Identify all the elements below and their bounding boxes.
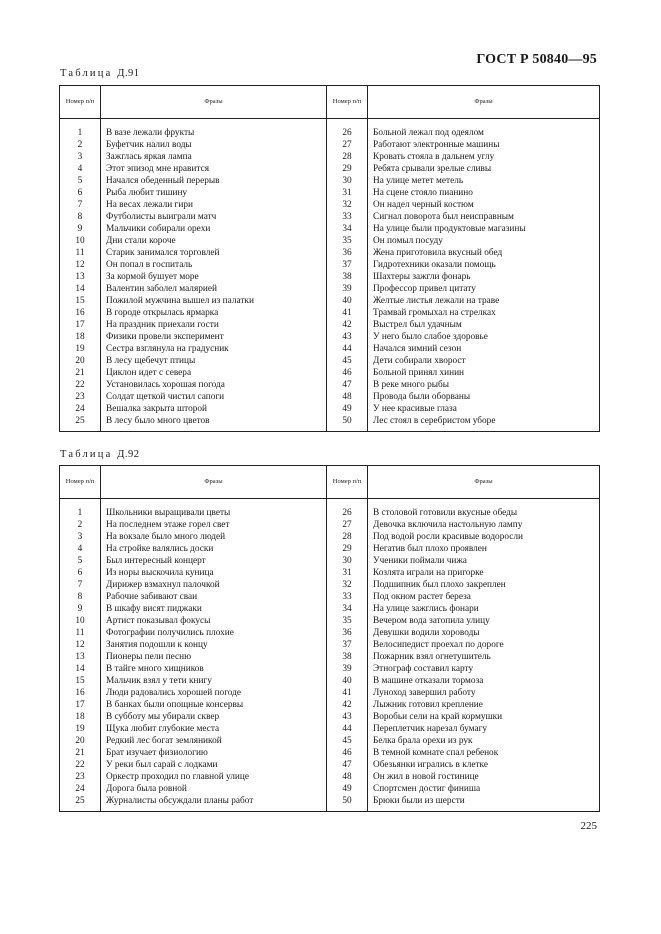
row-number-cell: 36 [327, 627, 368, 639]
table-row [60, 187, 600, 199]
phrase-cell: Обезьянки игрались в клетке [368, 759, 600, 771]
phrase-cell: На сцене стояло пианино [368, 187, 600, 199]
phrase-cell: Козлята играли на пригорке [368, 567, 600, 579]
row-number-cell: 49 [327, 403, 368, 415]
phrase-cell: Из норы выскочила куница [101, 567, 327, 579]
row-number-cell: 37 [327, 259, 368, 271]
row-number-cell: 9 [60, 603, 101, 615]
row-number-cell: 24 [60, 403, 101, 415]
phrase-cell: На улице метет метель [368, 175, 600, 187]
phrase-cell: Переплетчик нарезал бумагу [368, 723, 600, 735]
row-number-cell: 17 [60, 319, 101, 331]
table-row [60, 223, 600, 235]
phrase-cell: В реке много рыбы [368, 379, 600, 391]
phrase-cell: Дорога была ровной [101, 783, 327, 795]
table-row [60, 331, 600, 343]
page-number: 225 [580, 820, 597, 832]
table-row [60, 759, 600, 771]
row-number-cell: 19 [60, 343, 101, 355]
phrase-cell: Провода были оборваны [368, 391, 600, 403]
table-row [60, 771, 600, 783]
phrase-cell: Выстрел был удачным [368, 319, 600, 331]
row-number-cell: 6 [60, 187, 101, 199]
row-number-cell: 13 [60, 651, 101, 663]
phrase-cell: Жена приготовила вкусный обед [368, 247, 600, 259]
row-number-cell: 12 [60, 259, 101, 271]
phrase-cell: Солдат щеткой чистил сапоги [101, 391, 327, 403]
row-number-cell: 31 [327, 187, 368, 199]
row-number-cell: 17 [60, 699, 101, 711]
table-row [60, 175, 600, 187]
row-number-cell: 42 [327, 319, 368, 331]
row-number-cell: 31 [327, 567, 368, 579]
phrase-cell: На вокзале было много людей [101, 531, 327, 543]
table-row [60, 783, 600, 795]
row-number-cell: 15 [60, 295, 101, 307]
phrase-cell: Он жил в новой гостинице [368, 771, 600, 783]
phrase-cell: Школьники выращивали цветы [101, 507, 327, 519]
row-number-cell: 38 [327, 271, 368, 283]
row-number-cell: 25 [60, 415, 101, 432]
phrase-cell: Зажглась яркая лампа [101, 151, 327, 163]
table-row [60, 151, 600, 163]
phrase-cell: Он надел черный костюм [368, 199, 600, 211]
row-number-cell: 32 [327, 579, 368, 591]
col-header-number: Номер п/п [327, 86, 368, 119]
phrase-cell: Лыжник готовил крепление [368, 699, 600, 711]
caption-number: Д.92 [117, 449, 140, 460]
phrase-cell: В столовой готовили вкусные обеды [368, 507, 600, 519]
phrase-cell: В субботу мы убирали сквер [101, 711, 327, 723]
table-row [60, 211, 600, 223]
row-number-cell: 3 [60, 151, 101, 163]
row-number-cell: 20 [60, 735, 101, 747]
phrase-cell: Вечером вода затопила улицу [368, 615, 600, 627]
table-row [60, 531, 600, 543]
phrase-cell: В вазе лежали фрукты [101, 127, 327, 139]
row-number-cell: 9 [60, 223, 101, 235]
phrase-cell: Девушки водили хороводы [368, 627, 600, 639]
table-row [60, 259, 600, 271]
phrase-cell: Он попал в госпиталь [101, 259, 327, 271]
spacer-cell [101, 119, 327, 128]
row-number-cell: 50 [327, 795, 368, 812]
phrase-cell: Мальчики собирали орехи [101, 223, 327, 235]
row-number-cell: 41 [327, 687, 368, 699]
row-number-cell: 40 [327, 675, 368, 687]
phrase-cell: Кровать стояла в дальнем углу [368, 151, 600, 163]
table-row [60, 639, 600, 651]
standard-designation: ГОСТ Р 50840—95 [476, 52, 597, 67]
row-number-cell: 8 [60, 211, 101, 223]
table-row [60, 355, 600, 367]
phrase-cell: В городе открылась ярмарка [101, 307, 327, 319]
phrase-cell: Больной принял хинин [368, 367, 600, 379]
phrase-cell: Начался обеденный перерыв [101, 175, 327, 187]
row-number-cell: 45 [327, 735, 368, 747]
row-number-cell: 10 [60, 235, 101, 247]
table-row [60, 795, 600, 812]
row-number-cell: 11 [60, 627, 101, 639]
row-number-cell: 20 [60, 355, 101, 367]
row-number-cell: 41 [327, 307, 368, 319]
row-number-cell: 35 [327, 235, 368, 247]
phrase-cell: Буфетчик налил воды [101, 139, 327, 151]
phrase-cell: Физики провели эксперимент [101, 331, 327, 343]
row-number-cell: 45 [327, 355, 368, 367]
row-number-cell: 15 [60, 675, 101, 687]
phrase-cell: Валентин заболел малярией [101, 283, 327, 295]
phrase-cell: Негатив был плохо проявлен [368, 543, 600, 555]
row-number-cell: 30 [327, 175, 368, 187]
phrase-cell: Циклон идет с севера [101, 367, 327, 379]
phrase-cell: Редкий лес богат земляникой [101, 735, 327, 747]
phrase-cell: Журналисты обсуждали планы работ [101, 795, 327, 812]
col-header-phrases: Фразы [101, 466, 327, 499]
phrase-cell: У него было слабое здоровье [368, 331, 600, 343]
row-number-cell: 44 [327, 343, 368, 355]
row-number-cell: 26 [327, 507, 368, 519]
phrase-cell: Белка брала орехи из рук [368, 735, 600, 747]
phrase-cell: Вешалка закрыта шторой [101, 403, 327, 415]
table-row [60, 271, 600, 283]
row-number-cell: 34 [327, 223, 368, 235]
table-row [60, 687, 600, 699]
table-row [60, 519, 600, 531]
row-number-cell: 2 [60, 139, 101, 151]
phrase-cell: В лесу щебечут птицы [101, 355, 327, 367]
table-row [60, 367, 600, 379]
table-row [60, 675, 600, 687]
phrase-cell: Дни стали короче [101, 235, 327, 247]
phrase-cell: Этот эпизод мне нравится [101, 163, 327, 175]
phrase-cell: На улице зажглись фонари [368, 603, 600, 615]
table-row [60, 139, 600, 151]
spacer-cell [101, 499, 327, 508]
row-number-cell: 8 [60, 591, 101, 603]
phrase-cell: Щука любит глубокие места [101, 723, 327, 735]
table-row [60, 735, 600, 747]
row-number-cell: 27 [327, 139, 368, 151]
caption-number: Д.91 [117, 68, 140, 79]
row-number-cell: 3 [60, 531, 101, 543]
row-number-cell: 7 [60, 579, 101, 591]
phrase-cell: Ребята срывали зрелые сливы [368, 163, 600, 175]
phrase-cell: Установилась хорошая погода [101, 379, 327, 391]
caption-prefix: Таблица [60, 68, 113, 79]
row-number-cell: 4 [60, 163, 101, 175]
table-row [60, 235, 600, 247]
row-number-cell: 16 [60, 307, 101, 319]
row-number-cell: 18 [60, 711, 101, 723]
phrase-cell: Сестра взглянула на градусник [101, 343, 327, 355]
row-number-cell: 18 [60, 331, 101, 343]
table-row [60, 343, 600, 355]
spacer-row [60, 119, 600, 128]
table-row [60, 663, 600, 675]
phrase-cell: У нее красивые глаза [368, 403, 600, 415]
phrase-cell: В лесу было много цветов [101, 415, 327, 432]
col-header-phrases: Фразы [368, 466, 600, 499]
row-number-cell: 49 [327, 783, 368, 795]
phrase-cell: В банках были опощные консервы [101, 699, 327, 711]
row-number-cell: 33 [327, 591, 368, 603]
row-number-cell: 38 [327, 651, 368, 663]
spacer-cell [60, 499, 101, 508]
row-number-cell: 43 [327, 711, 368, 723]
table-row [60, 555, 600, 567]
spacer-cell [327, 499, 368, 508]
phrase-cell: Фотографии получились плохие [101, 627, 327, 639]
table-row [60, 391, 600, 403]
row-number-cell: 19 [60, 723, 101, 735]
phrase-cell: Пожарник взял огнетушитель [368, 651, 600, 663]
table-row [60, 651, 600, 663]
spacer-cell [368, 119, 600, 128]
phrase-cell: Пионеры пели песню [101, 651, 327, 663]
phrase-cell: Он помыл посуду [368, 235, 600, 247]
phrase-cell: Под окном растет береза [368, 591, 600, 603]
row-number-cell: 46 [327, 367, 368, 379]
phrase-cell: Подшипник был плохо закреплен [368, 579, 600, 591]
row-number-cell: 47 [327, 759, 368, 771]
phrase-cell: На последнем этаже горел свет [101, 519, 327, 531]
phrase-cell: В шкафу висят пиджаки [101, 603, 327, 615]
phrase-cell: Воробьи сели на край кормушки [368, 711, 600, 723]
table-row [60, 615, 600, 627]
phrase-cell: В машине отказали тормоза [368, 675, 600, 687]
table-row [60, 319, 600, 331]
phrase-cell: В темной комнате спал ребенок [368, 747, 600, 759]
row-number-cell: 4 [60, 543, 101, 555]
phrase-cell: В тайге много хищников [101, 663, 327, 675]
table-row [60, 579, 600, 591]
table-row [60, 711, 600, 723]
row-number-cell: 34 [327, 603, 368, 615]
row-number-cell: 25 [60, 795, 101, 812]
table-row [60, 127, 600, 139]
phrase-cell: Этнограф составил карту [368, 663, 600, 675]
row-number-cell: 12 [60, 639, 101, 651]
row-number-cell: 46 [327, 747, 368, 759]
phrase-cell: Лес стоял в серебристом уборе [368, 415, 600, 432]
phrase-cell: На праздник приехали гости [101, 319, 327, 331]
phrase-cell: Велосипедист проехал по дороге [368, 639, 600, 651]
row-number-cell: 13 [60, 271, 101, 283]
phrase-cell: Гидротехники оказали помощь [368, 259, 600, 271]
phrase-cell: Был интересный концерт [101, 555, 327, 567]
table-row [60, 379, 600, 391]
table-row [60, 747, 600, 759]
phrases-table-d92 [59, 465, 600, 812]
phrase-cell: Дирижер взмахнул палочкой [101, 579, 327, 591]
row-number-cell: 10 [60, 615, 101, 627]
col-header-phrases: Фразы [368, 86, 600, 119]
row-number-cell: 24 [60, 783, 101, 795]
row-number-cell: 28 [327, 531, 368, 543]
row-number-cell: 22 [60, 759, 101, 771]
table-caption-d92 [60, 449, 140, 460]
table-row [60, 415, 600, 432]
table-row [60, 403, 600, 415]
phrase-cell: Спортсмен достиг финиша [368, 783, 600, 795]
spacer-cell [368, 499, 600, 508]
row-number-cell: 40 [327, 295, 368, 307]
caption-prefix: Таблица [60, 449, 113, 460]
table-row [60, 163, 600, 175]
phrase-cell: Желтые листья лежали на траве [368, 295, 600, 307]
row-number-cell: 42 [327, 699, 368, 711]
spacer-row [60, 499, 600, 508]
col-header-number: Номер п/п [60, 466, 101, 499]
row-number-cell: 7 [60, 199, 101, 211]
phrase-cell: Луноход завершил работу [368, 687, 600, 699]
table-row [60, 699, 600, 711]
row-number-cell: 23 [60, 391, 101, 403]
row-number-cell: 39 [327, 663, 368, 675]
phrase-cell: Пожилой мужчина вышел из палатки [101, 295, 327, 307]
phrase-cell: За кормой бушует море [101, 271, 327, 283]
table-row [60, 543, 600, 555]
phrase-cell: Под водой росли красивые водоросли [368, 531, 600, 543]
row-number-cell: 29 [327, 163, 368, 175]
row-number-cell: 39 [327, 283, 368, 295]
row-number-cell: 44 [327, 723, 368, 735]
row-number-cell: 43 [327, 331, 368, 343]
phrase-cell: Рабочие забивают сваи [101, 591, 327, 603]
table-row [60, 507, 600, 519]
row-number-cell: 16 [60, 687, 101, 699]
spacer-cell [60, 119, 101, 128]
row-number-cell: 47 [327, 379, 368, 391]
row-number-cell: 21 [60, 747, 101, 759]
col-header-phrases: Фразы [101, 86, 327, 119]
table-row [60, 283, 600, 295]
table-row [60, 199, 600, 211]
phrase-cell: Занятия подошли к концу [101, 639, 327, 651]
table-row [60, 603, 600, 615]
phrase-cell: Больной лежал под одеялом [368, 127, 600, 139]
row-number-cell: 6 [60, 567, 101, 579]
row-number-cell: 50 [327, 415, 368, 432]
row-number-cell: 32 [327, 199, 368, 211]
row-number-cell: 28 [327, 151, 368, 163]
phrase-cell: Люди радовались хорошей погоде [101, 687, 327, 699]
row-number-cell: 33 [327, 211, 368, 223]
phrase-cell: Работают электронные машины [368, 139, 600, 151]
row-number-cell: 26 [327, 127, 368, 139]
row-number-cell: 1 [60, 127, 101, 139]
row-number-cell: 2 [60, 519, 101, 531]
row-number-cell: 30 [327, 555, 368, 567]
phrase-cell: Шахтеры зажгли фонарь [368, 271, 600, 283]
row-number-cell: 36 [327, 247, 368, 259]
row-number-cell: 5 [60, 555, 101, 567]
table-row [60, 247, 600, 259]
row-number-cell: 48 [327, 771, 368, 783]
row-number-cell: 29 [327, 543, 368, 555]
phrase-cell: На весах лежали гири [101, 199, 327, 211]
col-header-number: Номер п/п [60, 86, 101, 119]
phrase-cell: Трамвай громыхал на стрелках [368, 307, 600, 319]
row-number-cell: 35 [327, 615, 368, 627]
phrase-cell: Брат изучает физиологию [101, 747, 327, 759]
col-header-number: Номер п/п [327, 466, 368, 499]
row-number-cell: 27 [327, 519, 368, 531]
row-number-cell: 21 [60, 367, 101, 379]
row-number-cell: 23 [60, 771, 101, 783]
table-row [60, 723, 600, 735]
table-row [60, 307, 600, 319]
phrase-cell: Артист показывал фокусы [101, 615, 327, 627]
table-row [60, 627, 600, 639]
phrase-cell: Начался зимний сезон [368, 343, 600, 355]
table-row [60, 591, 600, 603]
phrase-cell: На стройке валялись доски [101, 543, 327, 555]
table-row [60, 567, 600, 579]
phrase-cell: На улице были продуктовые магазины [368, 223, 600, 235]
phrase-cell: Оркестр проходил по главной улице [101, 771, 327, 783]
spacer-cell [327, 119, 368, 128]
row-number-cell: 14 [60, 283, 101, 295]
row-number-cell: 1 [60, 507, 101, 519]
phrase-cell: Профессор привел цитату [368, 283, 600, 295]
phrase-cell: Девочка включила настольную лампу [368, 519, 600, 531]
phrase-cell: Брюки были из шерсти [368, 795, 600, 812]
row-number-cell: 14 [60, 663, 101, 675]
table-caption-d91 [60, 68, 140, 79]
phrases-table-d91 [59, 85, 600, 432]
phrase-cell: Мальчик взял у тети книгу [101, 675, 327, 687]
row-number-cell: 11 [60, 247, 101, 259]
row-number-cell: 37 [327, 639, 368, 651]
phrase-cell: Ученики поймали чижа [368, 555, 600, 567]
phrase-cell: Рыба любит тишину [101, 187, 327, 199]
phrase-cell: Сигнал поворота был неисправным [368, 211, 600, 223]
phrase-cell: Старик занимался торговлей [101, 247, 327, 259]
row-number-cell: 48 [327, 391, 368, 403]
row-number-cell: 5 [60, 175, 101, 187]
phrase-cell: У реки был сарай с лодками [101, 759, 327, 771]
table-row [60, 295, 600, 307]
row-number-cell: 22 [60, 379, 101, 391]
phrase-cell: Дети собирали хворост [368, 355, 600, 367]
phrase-cell: Футболисты выиграли матч [101, 211, 327, 223]
